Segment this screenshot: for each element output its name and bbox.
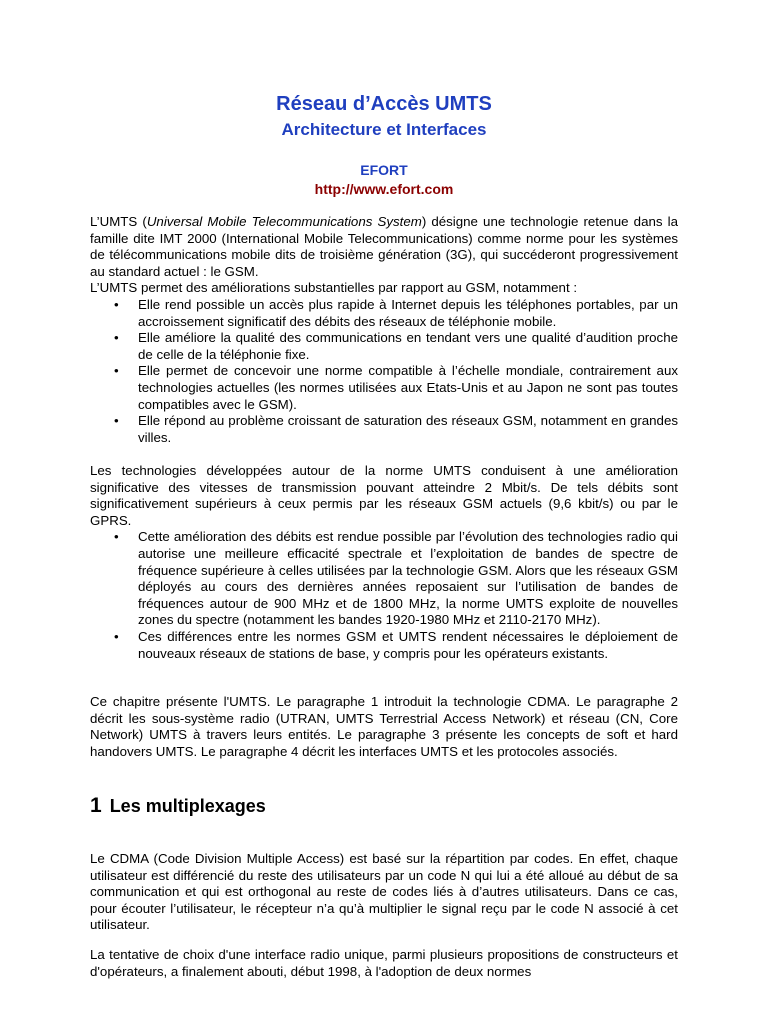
list-item	[114, 413, 678, 446]
improvements-list	[90, 297, 678, 446]
intro-text-post: ) désigne une technologie retenue dans la famille dite IMT 2000 (International Mobile Telecommunications) comme norme pour les systèmes de télécommunications mobile dits de troisième génération (3G), qui succéderont progressivement au standard actuel : le GSM.	[90, 214, 678, 279]
list-item-text: Ces différences entre les normes GSM et UMTS rendent nécessaires le déploiement de nouveaux réseaux de stations de base, y compris pour les opérateurs existants.	[138, 628, 678, 661]
author-organization: EFORT	[360, 162, 408, 178]
list-item	[114, 363, 678, 413]
list-item-text: Elle permet de concevoir une norme compatible à l’échelle mondiale, contrairement aux technologies actuelles (les normes utilisées aux Etats-Unis et au Japon ne sont pas toutes compatibles avec le GSM).	[138, 363, 678, 412]
bullet-icon: •	[114, 529, 119, 545]
cdma-section	[90, 851, 678, 934]
website-link[interactable]: http://www.efort.com	[314, 181, 454, 197]
improvements-paragraph: L’UMTS permet des améliorations substantielles par rapport au GSM, notamment :	[90, 280, 578, 296]
technology-list	[90, 529, 678, 662]
technology-section	[90, 463, 678, 662]
bullet-icon: •	[114, 330, 119, 346]
list-item-text: Elle rend possible un accès plus rapide à Internet depuis les téléphones portables, par un accroissement significatif des débits des réseaux de téléphonie mobile.	[138, 296, 678, 329]
intro-section	[90, 214, 678, 446]
radio-interface-section	[90, 947, 678, 980]
list-item	[114, 296, 678, 330]
list-item-text: Elle améliore la qualité des communications en tendant vers une qualité d’audition proche de celle de la téléphonie fixe.	[138, 330, 678, 362]
bullet-icon: •	[114, 363, 119, 379]
cdma-paragraph: Le CDMA (Code Division Multiple Access) est basé sur la répartition par codes. En effet, chaque utilisateur est différencié du reste des utilisateurs par un code N qui lui a été alloué au début de sa communication et qui est orthogonal au reste de codes liés à d’autres utilisateurs. Dans ce cas, pour écouter l’utilisateur, le récepteur n’a qu’à multiplier le signal reçu par le code N associé à cet utilisateur.	[90, 851, 678, 933]
list-item	[114, 330, 678, 363]
chapter-overview	[90, 694, 678, 760]
bullet-icon: •	[114, 296, 119, 312]
section-number: 1	[90, 794, 102, 817]
umts-expansion: Universal Mobile Telecommunications System	[146, 214, 422, 229]
intro-paragraph	[90, 214, 678, 280]
bullet-icon: •	[114, 413, 119, 429]
intro-text-pre: L’UMTS (	[90, 214, 147, 229]
list-item	[114, 529, 678, 629]
list-item-text: Elle répond au problème croissant de saturation des réseaux GSM, notamment en grandes villes.	[138, 413, 678, 445]
list-item	[114, 628, 678, 662]
bullet-icon: •	[114, 628, 119, 644]
chapter-paragraph: Ce chapitre présente l'UMTS. Le paragraphe 1 introduit la technologie CDMA. Le paragraphe 2 décrit les sous-système radio (UTRAN, UMTS Terrestrial Access Network) et réseau (CN, Core Network) UMTS à travers leurs entités. Le paragraphe 3 présente les concepts de soft et hard handovers UMTS. Le paragraphe 4 décrit les interfaces UMTS et les protocoles associés.	[90, 694, 678, 759]
document-title: Réseau d’Accès UMTS	[276, 93, 492, 115]
list-item-text: Cette amélioration des débits est rendue possible par l’évolution des technologies radio qui autorise une meilleure efficacité spectrale et l’exploitation de bandes de spectre de fréquence supérieure à celles utilisées par la technologie GSM. Alors que les réseaux GSM déployés au cours des dernières années reposaient sur l’utilisation de bandes de fréquences autour de 900 MHz et de 1800 MHz, la norme UMTS exploite de nouvelles zones du spectre (notamment les bandes 1920-1980 MHz et 2110-2170 MHz).	[138, 529, 678, 628]
technology-paragraph: Les technologies développées autour de la norme UMTS conduisent à une amélioration significative des vitesses de transmission pouvant atteindre 2 Mbit/s. De tels débits sont significativement supérieurs à ceux permis par les réseaux GSM actuels (9,6 kbit/s) ou par le GPRS.	[90, 463, 678, 528]
radio-interface-paragraph: La tentative de choix d'une interface radio unique, parmi plusieurs propositions de constructeurs et d'opérateurs, a finalement abouti, début 1998, à l'adoption de deux normes	[90, 947, 678, 979]
document-subtitle: Architecture et Interfaces	[281, 120, 487, 139]
section-heading	[90, 794, 266, 818]
section-title: Les multiplexages	[109, 796, 266, 816]
